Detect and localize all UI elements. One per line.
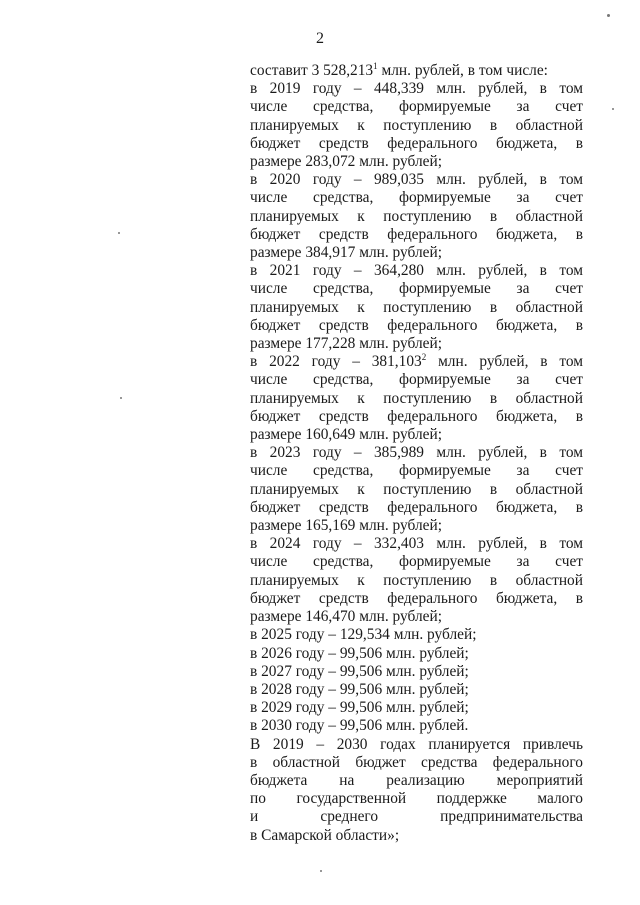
text-line: планируемых к поступлению в областной bbox=[250, 389, 583, 407]
text-line: по государственной поддержке малого bbox=[250, 790, 583, 808]
text-line: размере 160,649 млн. рублей; bbox=[250, 426, 443, 444]
text-line: размере 177,228 млн. рублей; bbox=[250, 335, 443, 353]
text-line: размере 146,470 млн. рублей; bbox=[250, 608, 443, 626]
text-line: бюджет средств федерального бюджета, в bbox=[250, 225, 583, 243]
text-line: числе средства, формируемые за счет bbox=[250, 98, 583, 116]
text-line: размере 384,917 млн. рублей; bbox=[250, 244, 443, 262]
text-line: в 2023 году – 385,989 млн. рублей, в том bbox=[250, 444, 583, 462]
short-year-line: в 2025 году – 129,534 млн. рублей; bbox=[250, 626, 477, 644]
text-line: в 2019 году – 448,339 млн. рублей, в том bbox=[250, 80, 583, 98]
text-line: бюджет средств федерального бюджета, в bbox=[250, 589, 583, 607]
footnote-ref: 1 bbox=[373, 60, 378, 71]
text-line: и среднего предпринимательства bbox=[250, 808, 583, 826]
short-year-line: в 2027 году – 99,506 млн. рублей; bbox=[250, 662, 469, 680]
year-paragraph bbox=[250, 80, 583, 171]
text-line: планируемых к поступлению в областной bbox=[250, 480, 583, 498]
text-line: бюджет средств федерального бюджета, в bbox=[250, 407, 583, 425]
text-line: числе средства, формируемые за счет bbox=[250, 189, 583, 207]
text-line: в 2024 году – 332,403 млн. рублей, в том bbox=[250, 535, 583, 553]
text-line: размере 165,169 млн. рублей; bbox=[250, 517, 443, 535]
short-year-line: в 2029 году – 99,506 млн. рублей; bbox=[250, 699, 469, 717]
text-line: планируемых к поступлению в областной bbox=[250, 207, 583, 225]
year-paragraph bbox=[250, 262, 583, 353]
text-line: в 2022 году – 381,103$^2$ млн. рублей, в том bbox=[250, 352, 583, 371]
text-line: бюджет средств федерального бюджета, в bbox=[250, 498, 583, 516]
text-line: бюджета на реализацию мероприятий bbox=[250, 771, 583, 789]
text-line: в Самарской области»; bbox=[250, 826, 400, 844]
year-paragraph bbox=[250, 535, 583, 626]
scan-speck bbox=[120, 397, 122, 399]
scan-speck bbox=[118, 232, 120, 234]
short-year-line: в 2030 году – 99,506 млн. рублей. bbox=[250, 717, 469, 735]
year-paragraph bbox=[250, 444, 583, 535]
closing-paragraph bbox=[250, 736, 583, 845]
year-paragraph bbox=[250, 171, 583, 262]
intro-line: составит 3 528,213$^1$ млн. рублей, в том числе: bbox=[250, 60, 548, 79]
short-year-line: в 2028 году – 99,506 млн. рублей; bbox=[250, 680, 469, 698]
text-line: в 2020 году – 989,035 млн. рублей, в том bbox=[250, 171, 583, 189]
text-line: бюджет средств федерального бюджета, в bbox=[250, 134, 583, 152]
text-line: планируемых к поступлению в областной bbox=[250, 298, 583, 316]
document-body bbox=[250, 62, 583, 845]
footnote-ref: 2 bbox=[421, 352, 427, 363]
text-line: бюджет средств федерального бюджета, в bbox=[250, 316, 583, 334]
short-year-list bbox=[250, 626, 583, 735]
scan-speck bbox=[612, 108, 614, 110]
short-year-line: в 2026 году – 99,506 млн. рублей; bbox=[250, 644, 469, 662]
text-line: числе средства, формируемые за счет bbox=[250, 462, 583, 480]
year-paragraph bbox=[250, 353, 583, 444]
text-line: числе средства, формируемые за счет bbox=[250, 553, 583, 571]
scan-speck bbox=[607, 14, 610, 17]
yearly-funding-list bbox=[250, 80, 583, 626]
text-line: планируемых к поступлению в областной bbox=[250, 571, 583, 589]
text-line: размере 283,072 млн. рублей; bbox=[250, 153, 443, 171]
text-line: в 2021 году – 364,280 млн. рублей, в том bbox=[250, 262, 583, 280]
text-line: В 2019 – 2030 годах планируется привлечь bbox=[250, 735, 583, 753]
page-number: 2 bbox=[316, 30, 324, 47]
text-line: числе средства, формируемые за счет bbox=[250, 371, 583, 389]
scan-speck bbox=[320, 870, 322, 872]
text-line: планируемых к поступлению в областной bbox=[250, 116, 583, 134]
text-line: в областной бюджет средства федерального bbox=[250, 753, 583, 771]
text-line: числе средства, формируемые за счет bbox=[250, 280, 583, 298]
